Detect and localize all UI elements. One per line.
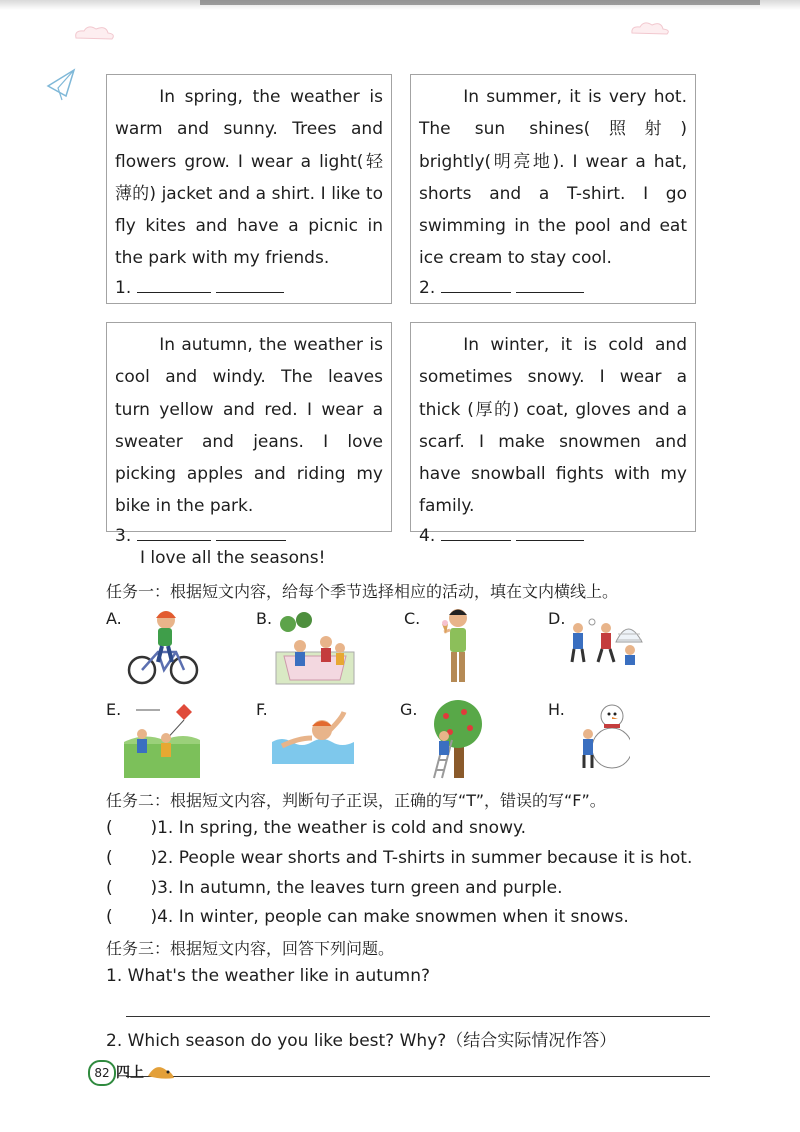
question-1: 1. What's the weather like in autumn? [106, 966, 431, 986]
page-number: 82 [88, 1060, 116, 1086]
boy-eating-ice-cream-icon [440, 606, 474, 688]
option-c-label: C. [404, 609, 421, 628]
snowball-fight-icon [566, 612, 646, 670]
passage-winter-box [410, 322, 696, 546]
option-e-label: E. [106, 700, 122, 719]
option-h-label: H. [548, 700, 565, 719]
answer-blank-3: 3. [115, 525, 383, 547]
task1-instruction: 任务一：根据短文内容，给每个季节选择相应的活动，填在文内横线上。 [106, 582, 619, 601]
task3-instruction: 任务三：根据短文内容，回答下列问题。 [106, 939, 395, 958]
judge-item-3: ( )3. In autumn, the leaves turn green and purple. [106, 878, 563, 898]
passage-winter-text: In winter, it is cold and sometimes snowy. I wear a thick (厚的) coat, gloves and a scarf. I make snowmen and have snowball fights with my family. [419, 335, 687, 517]
judge-item-2: ( )2. People wear shorts and T-shirts in summer because it is hot. [106, 848, 693, 868]
cloud-icon [70, 22, 120, 42]
child-swimming-icon [272, 708, 354, 764]
passage-spring-box [106, 74, 392, 304]
picking-apples-icon [424, 700, 488, 780]
kids-flying-kite-icon [124, 702, 200, 778]
answer-blank-2: 2. [419, 277, 687, 299]
passage-autumn-text: In autumn, the weather is cool and windy. The leaves turn yellow and red. I wear a sweater and jeans. I love picking apples and riding my bike in the park. [115, 335, 383, 517]
bird-icon [146, 1060, 176, 1082]
option-a-label: A. [106, 609, 122, 628]
boy-riding-bike-icon [126, 606, 200, 688]
judge-item-1: ( )1. In spring, the weather is cold and snowy. [106, 818, 527, 838]
boy-with-snowman-icon [576, 700, 630, 776]
answer-line-1[interactable] [126, 1016, 710, 1017]
option-d-label: D. [548, 609, 566, 628]
answer-blank-4: 4. [419, 525, 687, 547]
answer-line-2[interactable] [126, 1076, 710, 1077]
option-b-label: B. [256, 609, 273, 628]
answer-blank-1: 1. [115, 277, 383, 299]
top-border [0, 0, 800, 10]
question-2: 2. Which season do you like best? Why?（结合实际情况作答） [106, 1031, 617, 1051]
grade-label: 四上 [116, 1065, 144, 1081]
cloud-icon [628, 18, 674, 38]
option-f-label: F. [256, 700, 268, 719]
passage-summer-text: In summer, it is very hot. The sun shines(照射) brightly(明亮地). I wear a hat, shorts and a T-shirt. I go swimming in the pool and eat ice cream to stay cool. [419, 87, 687, 269]
passage-autumn-box [106, 322, 392, 546]
task2-instruction: 任务二：根据短文内容，判断句子正误，正确的写“T”，错误的写“F”。 [106, 791, 606, 810]
closing-sentence: I love all the seasons! [140, 548, 326, 568]
passage-spring-text: In spring, the weather is warm and sunny. Trees and flowers grow. I wear a light(轻薄的) jacket and a shirt. I like to fly kites and have a picnic in the park with my friends. [115, 87, 383, 269]
passage-summer-box [410, 74, 696, 304]
answer-bracket[interactable]: ( ) [106, 907, 158, 927]
answer-bracket[interactable]: ( ) [106, 818, 158, 838]
paper-plane-icon [44, 66, 80, 106]
judge-item-4: ( )4. In winter, people can make snowmen when it snows. [106, 907, 629, 927]
answer-bracket[interactable]: ( ) [106, 848, 158, 868]
answer-bracket[interactable]: ( ) [106, 878, 158, 898]
family-picnic-icon [274, 612, 356, 686]
option-g-label: G. [400, 700, 418, 719]
